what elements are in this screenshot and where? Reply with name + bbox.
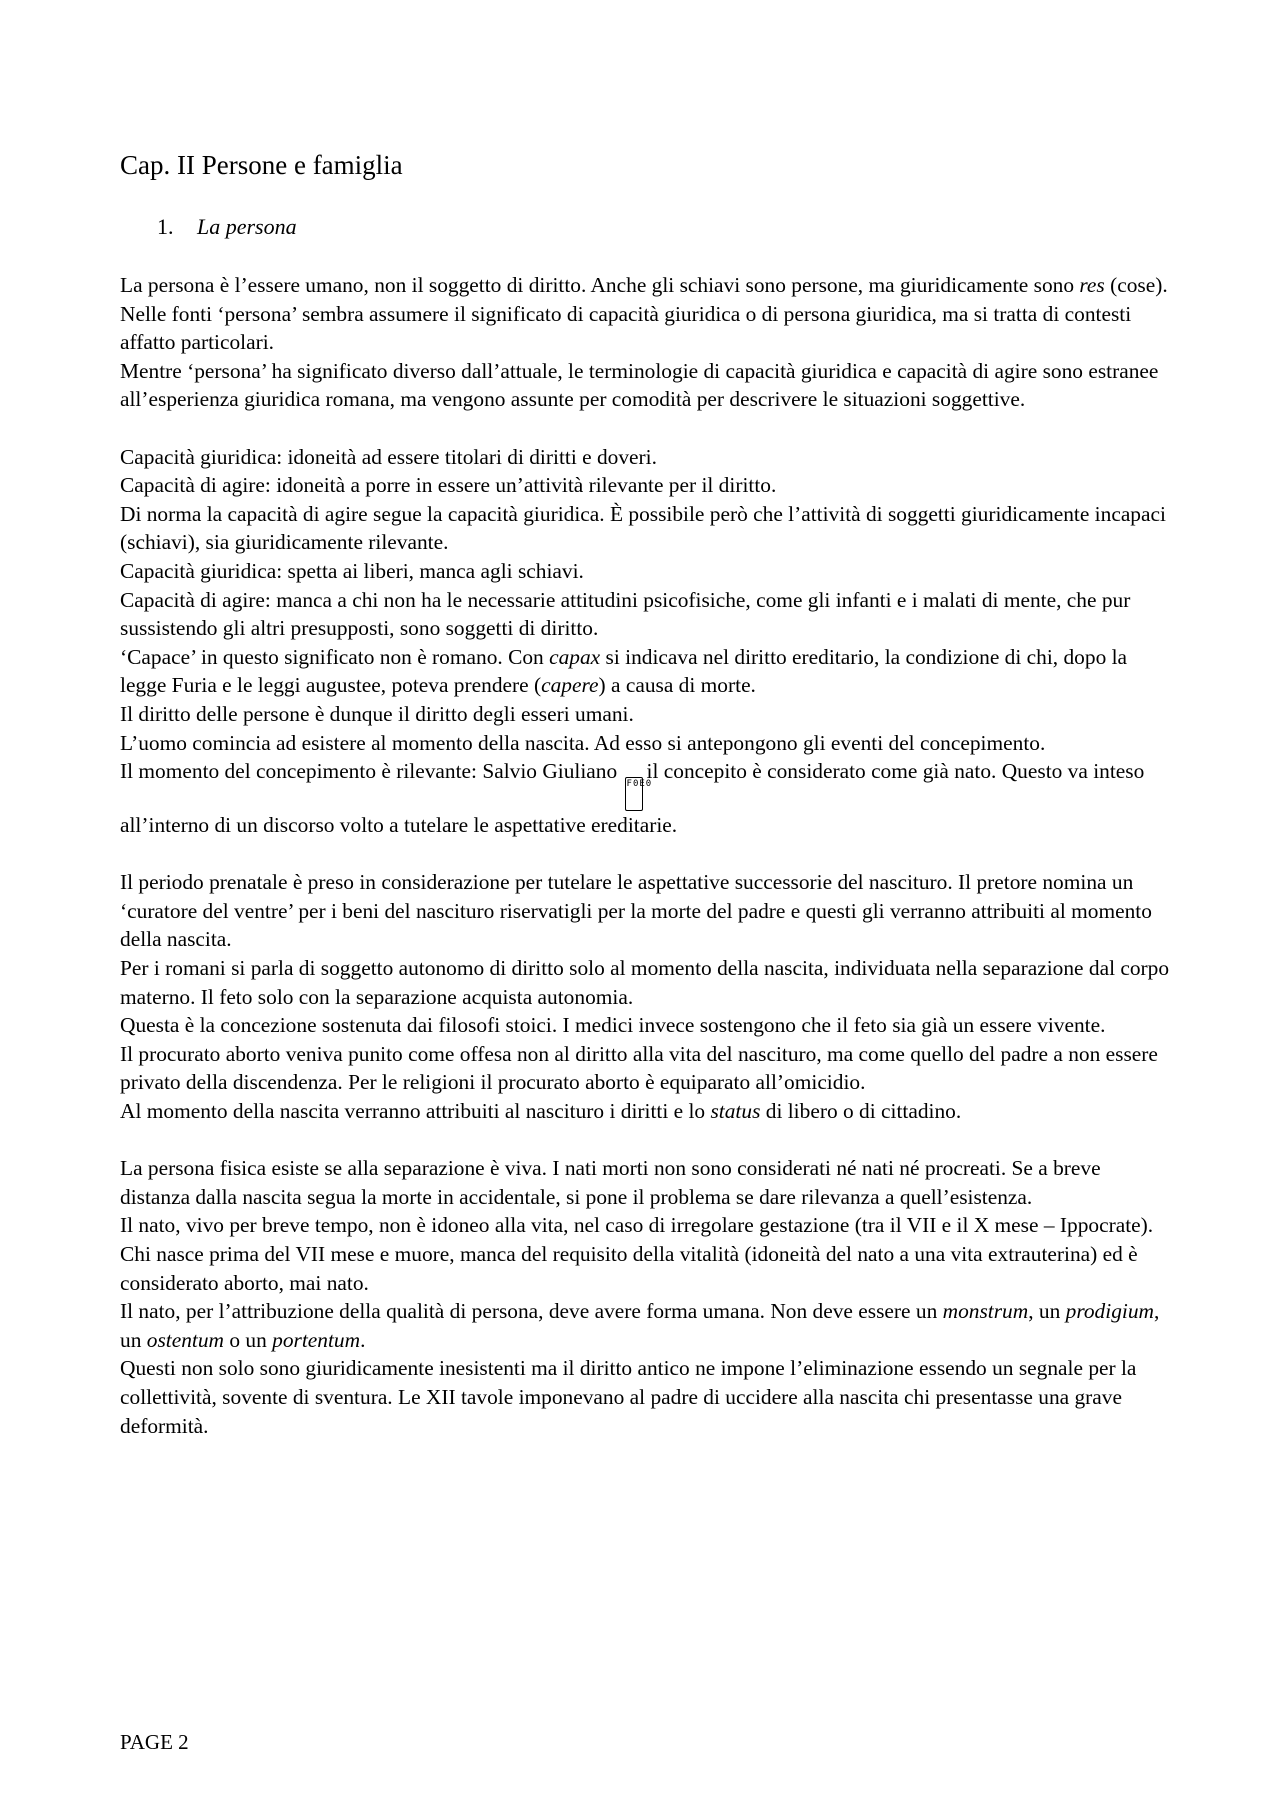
text-run: La persona fisica esiste se alla separazione è viva. I nati morti non sono considerati né nati né procreati. Se a breve distanza dalla nascita segua la morte in accidentale, si pone il problema se dare rilevanza a quell’esistenza.	[120, 1156, 1101, 1209]
paragraph	[120, 443, 1170, 472]
paragraph	[120, 357, 1170, 414]
section-title: La persona	[197, 214, 297, 239]
paragraph	[120, 1011, 1170, 1040]
italic-term: monstrum	[942, 1299, 1029, 1324]
paragraph	[120, 557, 1170, 586]
text-run: Il nato, vivo per breve tempo, non è idoneo alla vita, nel caso di irregolare gestazione (tra il VII e il X mese – Ippocrate). Chi nasce prima del VII mese e muore, manca del requisito della vitalità (idoneità del nato a una vita extrauterina) ed è considerato aborto, mai nato.	[120, 1213, 1154, 1295]
italic-term: portentum	[272, 1327, 361, 1352]
text-run: Nelle fonti ‘persona’ sembra assumere il significato di capacità giuridica o di persona giuridica, ma si tratta di contesti affatto particolari.	[120, 301, 1132, 355]
paragraph	[120, 1097, 1170, 1126]
paragraph-gap	[120, 840, 1170, 869]
paragraph	[120, 1211, 1170, 1297]
paragraph	[120, 757, 1170, 840]
text-run: ) a causa di morte.	[598, 673, 756, 698]
chapter-title: Cap. II Persone e famiglia	[120, 150, 403, 180]
text-run: Di norma la capacità di agire segue la capacità giuridica. È possibile però che l’attività di soggetti giuridicamente incapaci (schiavi), sia giuridicamente rilevante.	[120, 501, 1166, 555]
paragraph	[120, 1354, 1170, 1440]
text-run: Il diritto delle persone è dunque il diritto degli esseri umani.	[120, 701, 634, 726]
text-run: Per i romani si parla di soggetto autonomo di diritto solo al momento della nascita, individuata nella separazione dal corpo materno. Il feto solo con la separazione acquista autonomia.	[120, 956, 1170, 1009]
text-run: .	[360, 1327, 366, 1352]
text-run: L’uomo comincia ad esistere al momento della nascita. Ad esso si antepongono gli eventi del concepimento.	[120, 730, 1046, 755]
missing-glyph-icon: F0E0	[625, 777, 643, 811]
page-footer: PAGE 2	[120, 1730, 189, 1754]
paragraph	[120, 471, 1170, 500]
text-run: il concepito è considerato come già nato. Questo va inteso all’interno di un discorso volto a tutelare le aspettative ereditarie.	[120, 759, 1145, 838]
text-run: Capacità giuridica: idoneità ad essere titolari di diritti e doveri.	[120, 444, 657, 469]
text-run: , un	[1028, 1299, 1066, 1324]
text-run: Capacità di agire: manca a chi non ha le necessarie attitudini psicofisiche, come gli infanti e i malati di mente, che pur sussistendo gli altri presupposti, sono soggetti di diritto.	[120, 587, 1131, 641]
paragraph-gap	[120, 1126, 1170, 1155]
paragraph	[120, 700, 1170, 729]
paragraph	[120, 300, 1170, 357]
text-run: si indicava nel diritto ereditario, la condizione di chi, dopo la legge Furia e le leggi augustee, poteva prendere (	[120, 644, 1128, 698]
text-run: di libero o di cittadino.	[760, 1099, 962, 1124]
italic-term: capax	[549, 644, 601, 669]
text-run: Il nato, per l’attribuzione della qualità di persona, deve avere forma umana. Non deve essere un	[120, 1299, 943, 1324]
paragraph	[120, 868, 1170, 954]
text-run: Capacità giuridica: spetta ai liberi, manca agli schiavi.	[120, 558, 584, 583]
text-run: ‘Capace’ in questo significato non è romano. Con	[120, 644, 550, 669]
paragraph	[120, 586, 1170, 643]
text-run: Questi non solo sono giuridicamente inesistenti ma il diritto antico ne impone l’eliminazione essendo un segnale per la collettività, sovente di sventura. Le XII tavole imponevano al padre di uccidere alla nascita chi presentasse una grave deformità.	[120, 1356, 1137, 1438]
text-run: Mentre ‘persona’ ha significato diverso dall’attuale, le terminologie di capacità giuridica e capacità di agire sono estranee all’esperienza giuridica romana, ma vengono assunte per comodità per descrivere le situazioni soggettive.	[120, 358, 1159, 412]
text-run: (cose).	[1104, 273, 1168, 297]
italic-term: res	[1079, 273, 1105, 297]
paragraph	[120, 643, 1170, 700]
italic-term: prodigium	[1065, 1299, 1154, 1324]
text-run: Questa è la concezione sostenuta dai filosofi stoici. I medici invece sostengono che il feto sia già un essere vivente.	[120, 1013, 1106, 1038]
italic-term: capere	[541, 673, 599, 698]
text-run: Il momento del concepimento è rilevante: Salvio Giuliano	[120, 759, 623, 784]
italic-term: status	[710, 1099, 761, 1124]
section-number: 1.	[157, 214, 174, 239]
section-heading	[157, 214, 297, 240]
italic-term: ostentum	[146, 1327, 224, 1352]
text-run: Al momento della nascita verranno attribuiti al nascituro i diritti e lo	[120, 1099, 711, 1124]
paragraph	[120, 500, 1170, 557]
paragraph	[120, 729, 1170, 758]
text-run: Il periodo prenatale è preso in considerazione per tutelare le aspettative successorie del nascituro. Il pretore nomina un ‘curatore del ventre’ per i beni del nascituro riservatigli per la morte del padre e questi gli verranno attribuiti al momento della nascita.	[120, 870, 1152, 952]
paragraph-gap	[120, 414, 1170, 443]
paragraph	[120, 271, 1170, 300]
text-run: Il procurato aborto veniva punito come offesa non al diritto alla vita del nascituro, ma come quello del padre a non essere privato della discendenza. Per le religioni il procurato aborto è equiparato all’omicidio.	[120, 1041, 1158, 1095]
paragraph	[120, 1040, 1170, 1097]
text-run: La persona è l’essere umano, non il soggetto di diritto. Anche gli schiavi sono persone, ma giuridicamente sono	[120, 273, 1080, 297]
text-run: o un	[224, 1327, 273, 1352]
paragraph	[120, 954, 1170, 1011]
text-run: Capacità di agire: idoneità a porre in essere un’attività rilevante per il diritto.	[120, 473, 777, 498]
text-run: , un	[120, 1299, 1160, 1352]
paragraph	[120, 1154, 1170, 1211]
body-text	[120, 271, 1170, 1440]
paragraph	[120, 1297, 1170, 1354]
